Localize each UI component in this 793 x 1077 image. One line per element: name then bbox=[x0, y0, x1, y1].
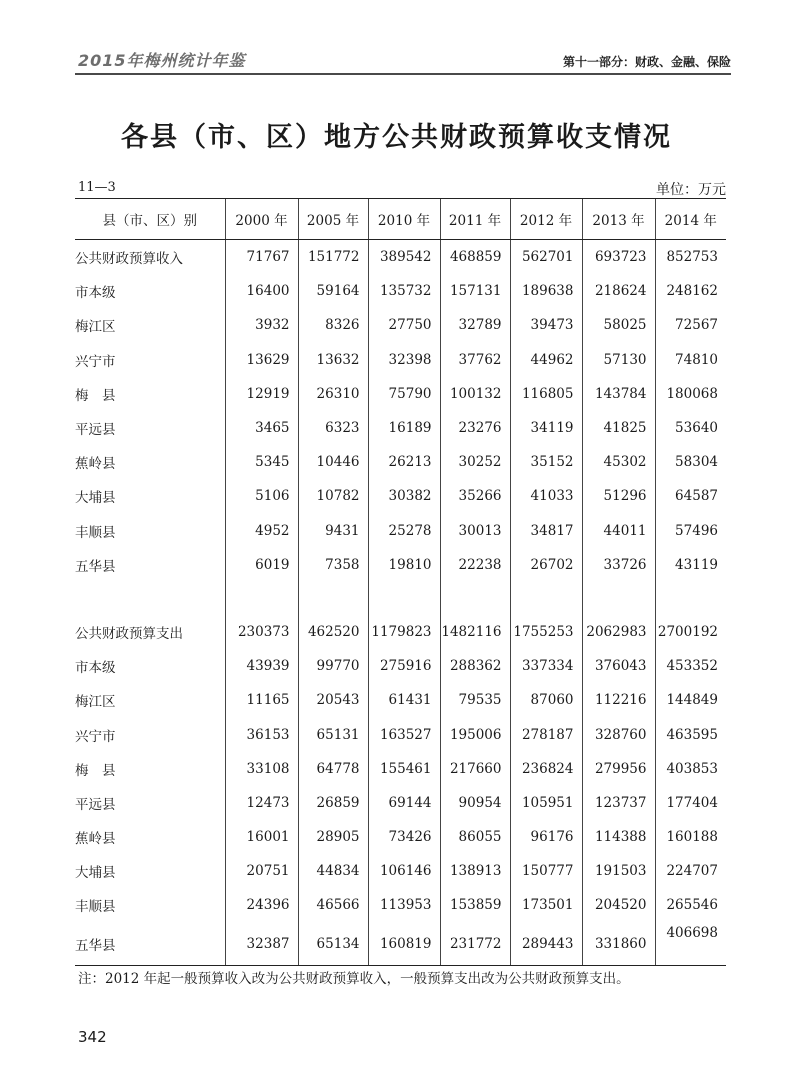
value-cell: 173501 bbox=[510, 888, 582, 922]
value-cell: 26213 bbox=[368, 445, 440, 479]
value-cell: 7358 bbox=[298, 548, 368, 582]
region-name-cell: 丰顺县 bbox=[75, 899, 116, 916]
region-name-cell: 平远县 bbox=[75, 422, 116, 439]
value-cell: 65134 bbox=[298, 923, 368, 966]
value-cell: 32398 bbox=[368, 343, 440, 377]
table-row-total bbox=[75, 615, 726, 649]
value-cell: 135732 bbox=[368, 274, 440, 308]
value-cell: 57496 bbox=[655, 514, 726, 548]
value-cell: 231772 bbox=[440, 923, 510, 966]
value-cell: 59164 bbox=[298, 274, 368, 308]
value-cell: 44962 bbox=[510, 343, 582, 377]
value-cell: 64587 bbox=[655, 479, 726, 513]
value-cell: 143784 bbox=[582, 377, 655, 411]
table-row bbox=[75, 717, 726, 751]
value-cell: 163527 bbox=[368, 717, 440, 751]
table-row bbox=[75, 411, 726, 445]
value-cell: 32789 bbox=[440, 308, 510, 342]
region-name-cell: 市本级 bbox=[75, 660, 116, 677]
region-name-cell: 蕉岭县 bbox=[75, 456, 116, 473]
value-cell: 13629 bbox=[225, 343, 298, 377]
value-cell: 10446 bbox=[298, 445, 368, 479]
value-cell: 138913 bbox=[440, 854, 510, 888]
value-cell: 328760 bbox=[582, 717, 655, 751]
value-cell: 51296 bbox=[582, 479, 655, 513]
value-cell: 75790 bbox=[368, 377, 440, 411]
value-cell: 26310 bbox=[298, 377, 368, 411]
value-cell: 12473 bbox=[225, 786, 298, 820]
value-cell: 406698 bbox=[655, 923, 726, 966]
table-row-total bbox=[75, 240, 726, 275]
value-cell: 265546 bbox=[655, 888, 726, 922]
region-name-cell: 兴宁市 bbox=[75, 728, 116, 745]
region-name-cell: 大埔县 bbox=[75, 865, 116, 882]
value-cell: 32387 bbox=[225, 923, 298, 966]
value-cell: 72567 bbox=[655, 308, 726, 342]
table-row bbox=[75, 445, 726, 479]
spacer-cell bbox=[368, 582, 440, 615]
spacer-row bbox=[75, 582, 726, 615]
value-cell: 403853 bbox=[655, 752, 726, 786]
value-cell: 230373 bbox=[225, 615, 298, 649]
table-row bbox=[75, 377, 726, 411]
value-cell: 87060 bbox=[510, 683, 582, 717]
value-cell: 189638 bbox=[510, 274, 582, 308]
section-title: 第十一部分：财政、金融、保险 bbox=[562, 55, 731, 69]
region-name-cell: 公共财政预算收入 bbox=[75, 251, 183, 268]
value-cell: 90954 bbox=[440, 786, 510, 820]
table-row bbox=[75, 343, 726, 377]
value-cell: 73426 bbox=[368, 820, 440, 854]
value-cell: 34817 bbox=[510, 514, 582, 548]
region-name-cell: 梅江区 bbox=[75, 694, 116, 711]
col-header-2011: 2011 年 bbox=[440, 199, 510, 240]
value-cell: 106146 bbox=[368, 854, 440, 888]
value-cell: 23276 bbox=[440, 411, 510, 445]
value-cell: 150777 bbox=[510, 854, 582, 888]
table-row bbox=[75, 274, 726, 308]
value-cell: 3932 bbox=[225, 308, 298, 342]
region-name-cell: 梅江区 bbox=[75, 319, 116, 336]
value-cell: 86055 bbox=[440, 820, 510, 854]
value-cell: 30252 bbox=[440, 445, 510, 479]
table-row bbox=[75, 923, 726, 966]
value-cell: 2062983 bbox=[582, 615, 655, 649]
value-cell: 217660 bbox=[440, 752, 510, 786]
value-cell: 562701 bbox=[510, 240, 582, 275]
value-cell: 46566 bbox=[298, 888, 368, 922]
col-header-2012: 2012 年 bbox=[510, 199, 582, 240]
table-row bbox=[75, 514, 726, 548]
value-cell: 453352 bbox=[655, 649, 726, 683]
value-cell: 180068 bbox=[655, 377, 726, 411]
value-cell: 1482116 bbox=[440, 615, 510, 649]
spacer-cell bbox=[582, 582, 655, 615]
value-cell: 204520 bbox=[582, 888, 655, 922]
value-cell: 157131 bbox=[440, 274, 510, 308]
region-name-cell: 梅 县 bbox=[75, 762, 116, 779]
value-cell: 74810 bbox=[655, 343, 726, 377]
value-cell: 144849 bbox=[655, 683, 726, 717]
value-cell: 12919 bbox=[225, 377, 298, 411]
spacer-cell bbox=[440, 582, 510, 615]
value-cell: 99770 bbox=[298, 649, 368, 683]
value-cell: 113953 bbox=[368, 888, 440, 922]
value-cell: 26859 bbox=[298, 786, 368, 820]
value-cell: 16400 bbox=[225, 274, 298, 308]
value-cell: 24396 bbox=[225, 888, 298, 922]
table-row bbox=[75, 752, 726, 786]
value-cell: 26702 bbox=[510, 548, 582, 582]
region-name-cell: 五华县 bbox=[75, 558, 116, 575]
value-cell: 33726 bbox=[582, 548, 655, 582]
value-cell: 30382 bbox=[368, 479, 440, 513]
region-name-cell: 大埔县 bbox=[75, 490, 116, 507]
table-row bbox=[75, 308, 726, 342]
value-cell: 331860 bbox=[582, 923, 655, 966]
value-cell: 289443 bbox=[510, 923, 582, 966]
page-number: 342 bbox=[78, 1028, 107, 1046]
table-header-row bbox=[75, 199, 726, 240]
value-cell: 43119 bbox=[655, 548, 726, 582]
value-cell: 218624 bbox=[582, 274, 655, 308]
value-cell: 337334 bbox=[510, 649, 582, 683]
region-name-cell: 兴宁市 bbox=[75, 353, 116, 370]
value-cell: 37762 bbox=[440, 343, 510, 377]
value-cell: 155461 bbox=[368, 752, 440, 786]
value-cell: 275916 bbox=[368, 649, 440, 683]
spacer-cell bbox=[225, 582, 298, 615]
fiscal-table bbox=[75, 198, 726, 966]
value-cell: 116805 bbox=[510, 377, 582, 411]
value-cell: 195006 bbox=[440, 717, 510, 751]
value-cell: 16001 bbox=[225, 820, 298, 854]
value-cell: 9431 bbox=[298, 514, 368, 548]
table-row bbox=[75, 854, 726, 888]
spacer-cell bbox=[510, 582, 582, 615]
region-name-cell: 市本级 bbox=[75, 285, 116, 302]
value-cell: 10782 bbox=[298, 479, 368, 513]
value-cell: 25278 bbox=[368, 514, 440, 548]
table-number: 11—3 bbox=[78, 180, 116, 195]
value-cell: 35152 bbox=[510, 445, 582, 479]
value-cell: 16189 bbox=[368, 411, 440, 445]
value-cell: 58304 bbox=[655, 445, 726, 479]
col-header-2013: 2013 年 bbox=[582, 199, 655, 240]
region-name-cell: 公共财政预算支出 bbox=[75, 625, 183, 642]
region-name-cell: 梅 县 bbox=[75, 387, 116, 404]
value-cell: 6323 bbox=[298, 411, 368, 445]
table-row bbox=[75, 820, 726, 854]
value-cell: 123737 bbox=[582, 786, 655, 820]
value-cell: 79535 bbox=[440, 683, 510, 717]
value-cell: 462520 bbox=[298, 615, 368, 649]
value-cell: 389542 bbox=[368, 240, 440, 275]
value-cell: 69144 bbox=[368, 786, 440, 820]
value-cell: 58025 bbox=[582, 308, 655, 342]
page-title: 各县（市、区）地方公共财政预算收支情况 bbox=[121, 122, 672, 153]
value-cell: 177404 bbox=[655, 786, 726, 820]
value-cell: 65131 bbox=[298, 717, 368, 751]
value-cell: 100132 bbox=[440, 377, 510, 411]
value-cell: 22238 bbox=[440, 548, 510, 582]
value-cell: 112216 bbox=[582, 683, 655, 717]
value-cell: 8326 bbox=[298, 308, 368, 342]
value-cell: 33108 bbox=[225, 752, 298, 786]
value-cell: 30013 bbox=[440, 514, 510, 548]
value-cell: 53640 bbox=[655, 411, 726, 445]
value-cell: 41033 bbox=[510, 479, 582, 513]
value-cell: 27750 bbox=[368, 308, 440, 342]
value-cell: 35266 bbox=[440, 479, 510, 513]
table-row bbox=[75, 548, 726, 582]
value-cell: 19810 bbox=[368, 548, 440, 582]
value-cell: 20543 bbox=[298, 683, 368, 717]
value-cell: 160819 bbox=[368, 923, 440, 966]
table-row bbox=[75, 786, 726, 820]
value-cell: 36153 bbox=[225, 717, 298, 751]
value-cell: 852753 bbox=[655, 240, 726, 275]
value-cell: 11165 bbox=[225, 683, 298, 717]
value-cell: 278187 bbox=[510, 717, 582, 751]
region-name-cell: 丰顺县 bbox=[75, 524, 116, 541]
header-rule bbox=[75, 73, 731, 75]
value-cell: 43939 bbox=[225, 649, 298, 683]
value-cell: 463595 bbox=[655, 717, 726, 751]
value-cell: 693723 bbox=[582, 240, 655, 275]
spacer-cell bbox=[655, 582, 726, 615]
col-header-2005: 2005 年 bbox=[298, 199, 368, 240]
value-cell: 6019 bbox=[225, 548, 298, 582]
spacer-cell bbox=[298, 582, 368, 615]
value-cell: 151772 bbox=[298, 240, 368, 275]
value-cell: 41825 bbox=[582, 411, 655, 445]
value-cell: 4952 bbox=[225, 514, 298, 548]
value-cell: 114388 bbox=[582, 820, 655, 854]
region-name-cell: 五华县 bbox=[75, 923, 225, 966]
value-cell: 45302 bbox=[582, 445, 655, 479]
value-cell: 71767 bbox=[225, 240, 298, 275]
col-header-region: 县（市、区）别 bbox=[75, 199, 225, 240]
value-cell: 153859 bbox=[440, 888, 510, 922]
yearbook-title: 2015年梅州统计年鉴 bbox=[78, 51, 246, 70]
value-cell: 160188 bbox=[655, 820, 726, 854]
value-cell: 3465 bbox=[225, 411, 298, 445]
value-cell: 61431 bbox=[368, 683, 440, 717]
value-cell: 191503 bbox=[582, 854, 655, 888]
unit-label: 单位：万元 bbox=[656, 182, 726, 198]
value-cell: 1179823 bbox=[368, 615, 440, 649]
table-row bbox=[75, 683, 726, 717]
value-cell: 288362 bbox=[440, 649, 510, 683]
value-cell: 2700192 bbox=[655, 615, 726, 649]
value-cell: 34119 bbox=[510, 411, 582, 445]
value-cell: 44011 bbox=[582, 514, 655, 548]
value-cell: 13632 bbox=[298, 343, 368, 377]
footnote: 注：2012 年起一般预算收入改为公共财政预算收入，一般预算支出改为公共财政预算支出。 bbox=[78, 971, 630, 987]
value-cell: 1755253 bbox=[510, 615, 582, 649]
value-cell: 96176 bbox=[510, 820, 582, 854]
value-cell: 105951 bbox=[510, 786, 582, 820]
value-cell: 279956 bbox=[582, 752, 655, 786]
region-name-cell: 蕉岭县 bbox=[75, 831, 116, 848]
table-row bbox=[75, 888, 726, 922]
table-row bbox=[75, 649, 726, 683]
value-cell: 57130 bbox=[582, 343, 655, 377]
col-header-2000: 2000 年 bbox=[225, 199, 298, 240]
value-cell: 5345 bbox=[225, 445, 298, 479]
value-cell: 44834 bbox=[298, 854, 368, 888]
value-cell: 248162 bbox=[655, 274, 726, 308]
value-cell: 224707 bbox=[655, 854, 726, 888]
value-cell: 64778 bbox=[298, 752, 368, 786]
value-cell: 5106 bbox=[225, 479, 298, 513]
value-cell: 376043 bbox=[582, 649, 655, 683]
value-cell: 236824 bbox=[510, 752, 582, 786]
value-cell: 28905 bbox=[298, 820, 368, 854]
col-header-2014: 2014 年 bbox=[655, 199, 726, 240]
region-name-cell: 平远县 bbox=[75, 796, 116, 813]
value-cell: 20751 bbox=[225, 854, 298, 888]
value-cell: 468859 bbox=[440, 240, 510, 275]
table-row bbox=[75, 479, 726, 513]
value-cell: 39473 bbox=[510, 308, 582, 342]
col-header-2010: 2010 年 bbox=[368, 199, 440, 240]
spacer-cell bbox=[75, 582, 225, 615]
